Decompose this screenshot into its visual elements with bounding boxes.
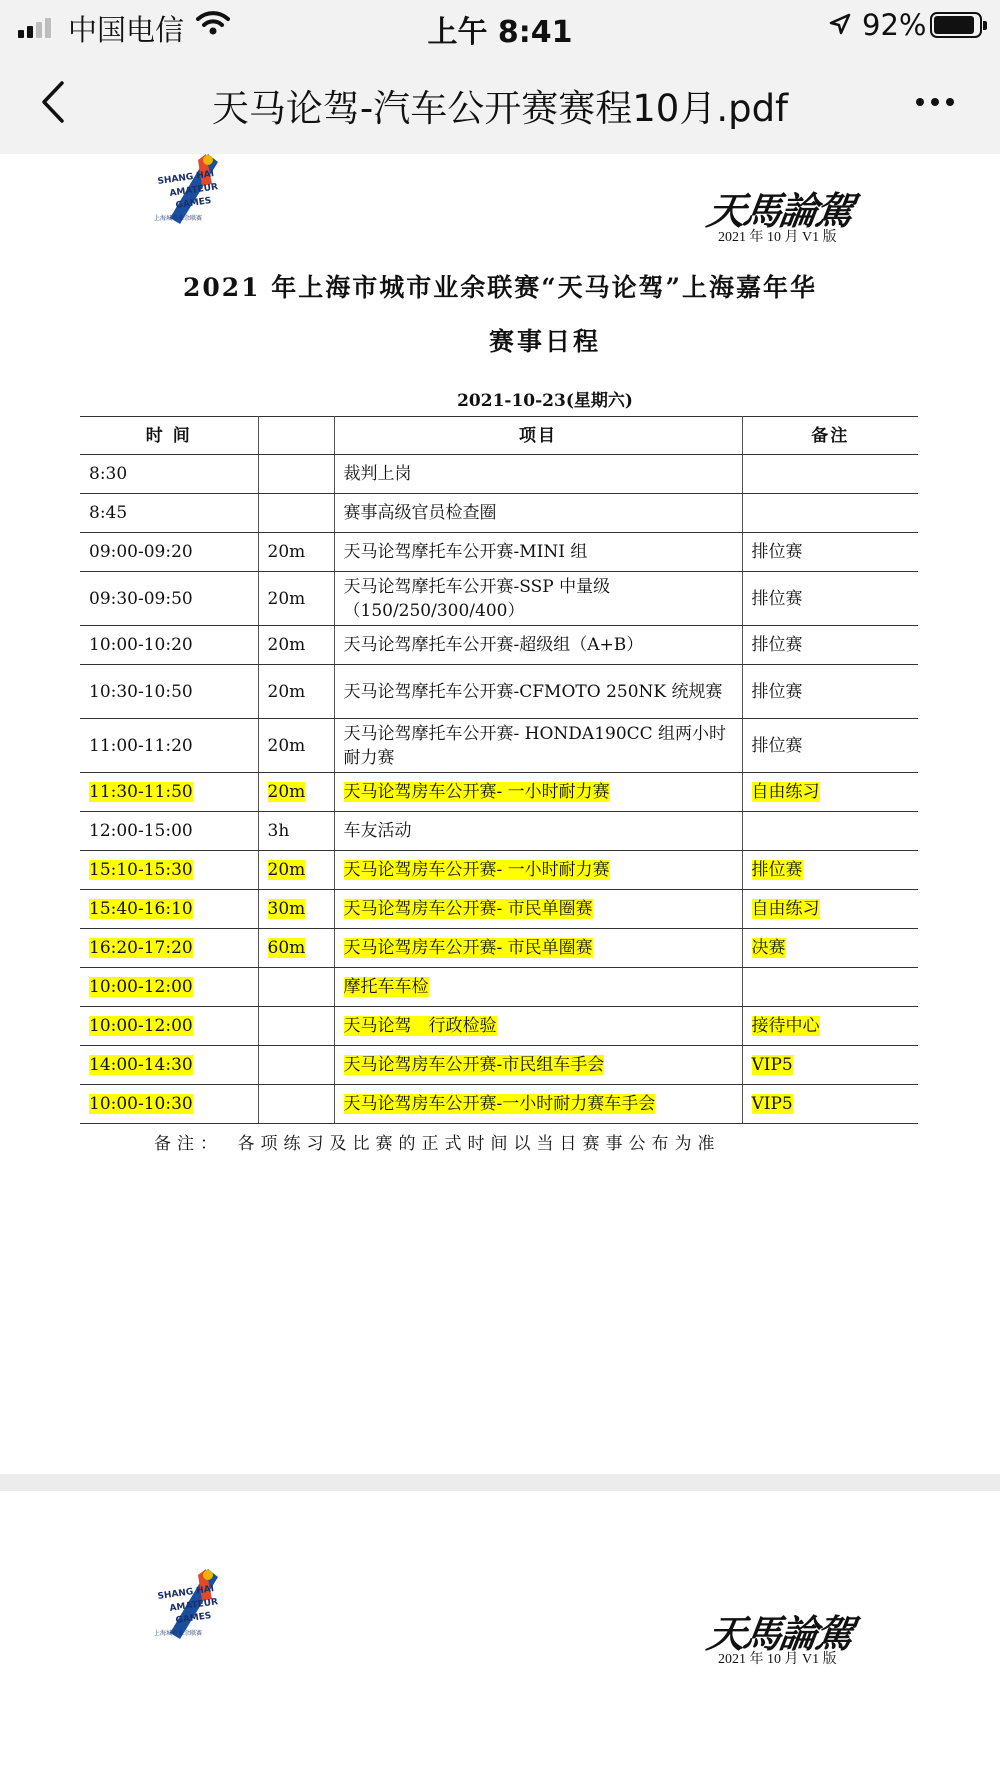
cell-note-text: 排位赛 <box>751 860 803 880</box>
cell-time-text: 09:30-09:50 <box>89 588 193 609</box>
cell-time-text: 12:00-15:00 <box>89 821 193 841</box>
header-note: 备注 <box>742 417 918 455</box>
document-title: 天马论驾-汽车公开赛赛程10月.pdf <box>211 87 789 130</box>
cell-time-text: 10:00-10:30 <box>89 1094 193 1114</box>
cell-duration-text: 20m <box>267 542 306 562</box>
cell-time <box>80 1007 258 1046</box>
cell-note-text: 接待中心 <box>751 1016 820 1036</box>
tianma-brand-logo: 天馬論駕 <box>704 188 855 233</box>
battery-icon <box>930 12 982 38</box>
cell-time <box>80 890 258 929</box>
tianma-brand-logo: 天馬論駕 <box>704 1611 855 1656</box>
cell-time <box>80 533 258 572</box>
cell-time <box>80 494 258 533</box>
cell-item <box>334 572 742 626</box>
svg-text:GAMES: GAMES <box>175 1611 213 1626</box>
cell-item-text: 天马论驾房车公开赛-市民组车手会 <box>343 1055 605 1075</box>
cell-note <box>742 968 918 1007</box>
cell-time-text: 15:10-15:30 <box>89 860 193 880</box>
header-duration <box>258 417 334 455</box>
cell-item-text: 天马论驾摩托车公开赛-超级组（A+B） <box>343 635 644 655</box>
cell-duration-text: 3h <box>267 821 290 841</box>
cell-duration <box>258 968 334 1007</box>
table-row <box>80 455 918 494</box>
svg-text:AMATEUR: AMATEUR <box>169 1597 219 1614</box>
table-row <box>80 812 918 851</box>
battery-fill <box>934 16 974 34</box>
cell-item-text: 天马论驾房车公开赛- 市民单圈赛 <box>343 938 593 958</box>
cell-item-text: 天马论驾摩托车公开赛-SSP 中量级（150/250/300/400） <box>343 576 611 621</box>
cell-item <box>334 968 742 1007</box>
cell-time-text: 8:30 <box>89 464 128 484</box>
document-heading: 2021 年上海市城市业余联赛“天马论驾”上海嘉年华 <box>182 273 818 302</box>
cell-item-text: 车友活动 <box>343 821 412 841</box>
cell-note-text: 自由练习 <box>751 899 820 919</box>
cell-time-text: 10:30-10:50 <box>89 681 193 702</box>
cell-item-text: 天马论驾摩托车公开赛-CFMOTO 250NK 统规赛 <box>343 681 723 702</box>
cell-duration <box>258 773 334 812</box>
cell-time-text: 10:00-10:20 <box>89 635 193 655</box>
table-row <box>80 1007 918 1046</box>
cell-note <box>742 533 918 572</box>
cell-note <box>742 665 918 719</box>
cell-note <box>742 719 918 773</box>
cell-duration <box>258 494 334 533</box>
cell-time <box>80 626 258 665</box>
location-arrow-icon <box>828 12 852 36</box>
cell-item <box>334 929 742 968</box>
cell-duration <box>258 455 334 494</box>
cell-note <box>742 455 918 494</box>
cell-duration-text: 20m <box>267 735 306 756</box>
cell-item <box>334 626 742 665</box>
cell-time <box>80 572 258 626</box>
header-time: 时 间 <box>80 417 258 455</box>
cell-time <box>80 455 258 494</box>
status-bar <box>0 0 1000 50</box>
cell-note-text: 决赛 <box>751 938 786 958</box>
cell-duration <box>258 626 334 665</box>
cell-item <box>334 1046 742 1085</box>
cell-item-text: 天马论驾摩托车公开赛- HONDA190CC 组两小时耐力赛 <box>343 723 727 768</box>
version-label: 2021 年 10 月 V1 版 <box>718 1652 837 1667</box>
cell-note-text: VIP5 <box>751 1094 793 1114</box>
cell-item-text: 天马论驾房车公开赛-一小时耐力赛车手会 <box>343 1094 656 1114</box>
schedule-table <box>80 416 918 1124</box>
cell-time <box>80 929 258 968</box>
table-row <box>80 968 918 1007</box>
cell-duration <box>258 1046 334 1085</box>
more-options-button[interactable] <box>905 80 965 124</box>
cell-item <box>334 665 742 719</box>
cell-item-text: 摩托车车检 <box>343 977 429 997</box>
cell-note-text: 排位赛 <box>751 681 803 702</box>
cell-duration-text: 30m <box>267 899 306 919</box>
cell-duration <box>258 1007 334 1046</box>
cell-duration <box>258 1085 334 1124</box>
table-row <box>80 1085 918 1124</box>
cell-item-text: 裁判上岗 <box>343 464 412 484</box>
cell-item <box>334 851 742 890</box>
cell-note <box>742 851 918 890</box>
cell-time-text: 10:00-12:00 <box>89 1016 193 1036</box>
cell-note-text: 排位赛 <box>751 542 803 562</box>
cell-time-text: 16:20-17:20 <box>89 938 193 958</box>
cell-item <box>334 1007 742 1046</box>
cell-item <box>334 773 742 812</box>
cell-time <box>80 665 258 719</box>
cell-time <box>80 773 258 812</box>
cell-item <box>334 533 742 572</box>
cell-time-text: 14:00-14:30 <box>89 1055 193 1075</box>
cell-time <box>80 812 258 851</box>
cell-item-text: 天马论驾 行政检验 <box>343 1016 497 1036</box>
table-row <box>80 929 918 968</box>
cell-time <box>80 968 258 1007</box>
cell-duration-text: 20m <box>267 588 306 609</box>
cell-note-text: 排位赛 <box>751 735 803 756</box>
cell-item <box>334 812 742 851</box>
table-row <box>80 773 918 812</box>
svg-text:GAMES: GAMES <box>175 196 213 211</box>
cell-duration-text: 20m <box>267 860 306 880</box>
cell-time-text: 8:45 <box>89 503 128 523</box>
cell-note <box>742 890 918 929</box>
table-row <box>80 665 918 719</box>
back-button[interactable] <box>28 74 78 130</box>
cell-duration-text: 20m <box>267 681 306 702</box>
cell-time <box>80 1046 258 1085</box>
status-time: 上午 8:41 <box>427 15 573 50</box>
cell-item <box>334 494 742 533</box>
cell-time <box>80 1085 258 1124</box>
cell-item-text: 天马论驾摩托车公开赛-MINI 组 <box>343 542 588 562</box>
battery-percentage: 92% <box>862 8 927 42</box>
cell-note <box>742 929 918 968</box>
cell-duration <box>258 929 334 968</box>
table-header-row <box>80 417 918 455</box>
table-row <box>80 851 918 890</box>
svg-text:SHANG HAI: SHANG HAI <box>157 1584 215 1602</box>
cell-item-text: 天马论驾房车公开赛- 一小时耐力赛 <box>343 860 610 880</box>
cell-time-text: 11:00-11:20 <box>89 735 193 756</box>
cell-duration <box>258 719 334 773</box>
cell-note <box>742 1007 918 1046</box>
cell-time <box>80 851 258 890</box>
pdf-page-1 <box>0 154 1000 1474</box>
cell-note <box>742 1085 918 1124</box>
svg-text:SHANG HAI: SHANG HAI <box>157 169 215 187</box>
cell-note <box>742 1046 918 1085</box>
cell-item-text: 天马论驾房车公开赛- 一小时耐力赛 <box>343 782 610 802</box>
shanghai-amateur-games-logo <box>150 154 240 234</box>
cell-note <box>742 773 918 812</box>
cell-duration <box>258 533 334 572</box>
cell-duration <box>258 812 334 851</box>
cell-time <box>80 719 258 773</box>
svg-text:AMATEUR: AMATEUR <box>169 182 219 199</box>
table-row <box>80 1046 918 1085</box>
cell-item-text: 赛事高级官员检查圈 <box>343 503 497 523</box>
footnote: 备注： 各项练习及比赛的正式时间以当日赛事公布为准 <box>154 1134 721 1154</box>
cell-item <box>334 1085 742 1124</box>
cell-note <box>742 812 918 851</box>
cell-note <box>742 494 918 533</box>
pdf-page-2 <box>0 1491 1000 1778</box>
svg-text:上海城市业余联赛: 上海城市业余联赛 <box>154 215 203 222</box>
cell-note-text: 自由练习 <box>751 782 820 802</box>
cell-duration <box>258 890 334 929</box>
table-row <box>80 719 918 773</box>
cell-item-text: 天马论驾房车公开赛- 市民单圈赛 <box>343 899 593 919</box>
cell-time-text: 09:00-09:20 <box>89 542 193 562</box>
nav-bar <box>0 50 1000 154</box>
cell-item <box>334 455 742 494</box>
table-row <box>80 533 918 572</box>
table-row <box>80 494 918 533</box>
cell-note <box>742 626 918 665</box>
table-row <box>80 890 918 929</box>
cell-duration <box>258 665 334 719</box>
document-subheading: 赛事日程 <box>488 327 601 356</box>
cell-duration <box>258 851 334 890</box>
cell-note-text: 排位赛 <box>751 635 803 655</box>
cell-duration-text: 20m <box>267 782 306 802</box>
ellipsis-icon <box>916 98 924 106</box>
cell-time-text: 11:30-11:50 <box>89 782 193 802</box>
cell-time-text: 15:40-16:10 <box>89 899 193 919</box>
cell-time-text: 10:00-12:00 <box>89 977 193 997</box>
table-row <box>80 572 918 626</box>
cell-note-text: 排位赛 <box>751 588 803 609</box>
table-row <box>80 626 918 665</box>
version-label: 2021 年 10 月 V1 版 <box>718 230 837 245</box>
cell-item <box>334 719 742 773</box>
cell-item <box>334 890 742 929</box>
cell-duration <box>258 572 334 626</box>
carrier-name: 中国电信 <box>68 13 185 47</box>
cell-note <box>742 572 918 626</box>
shanghai-amateur-games-logo <box>150 1569 240 1649</box>
schedule-date: 2021-10-23(星期六) <box>457 391 633 411</box>
cell-duration-text: 20m <box>267 635 306 655</box>
header-item: 项目 <box>334 417 742 455</box>
cell-duration-text: 60m <box>267 938 306 958</box>
svg-text:上海城市业余联赛: 上海城市业余联赛 <box>154 1630 203 1637</box>
cell-note-text: VIP5 <box>751 1055 793 1075</box>
chevron-left-icon <box>40 80 66 124</box>
